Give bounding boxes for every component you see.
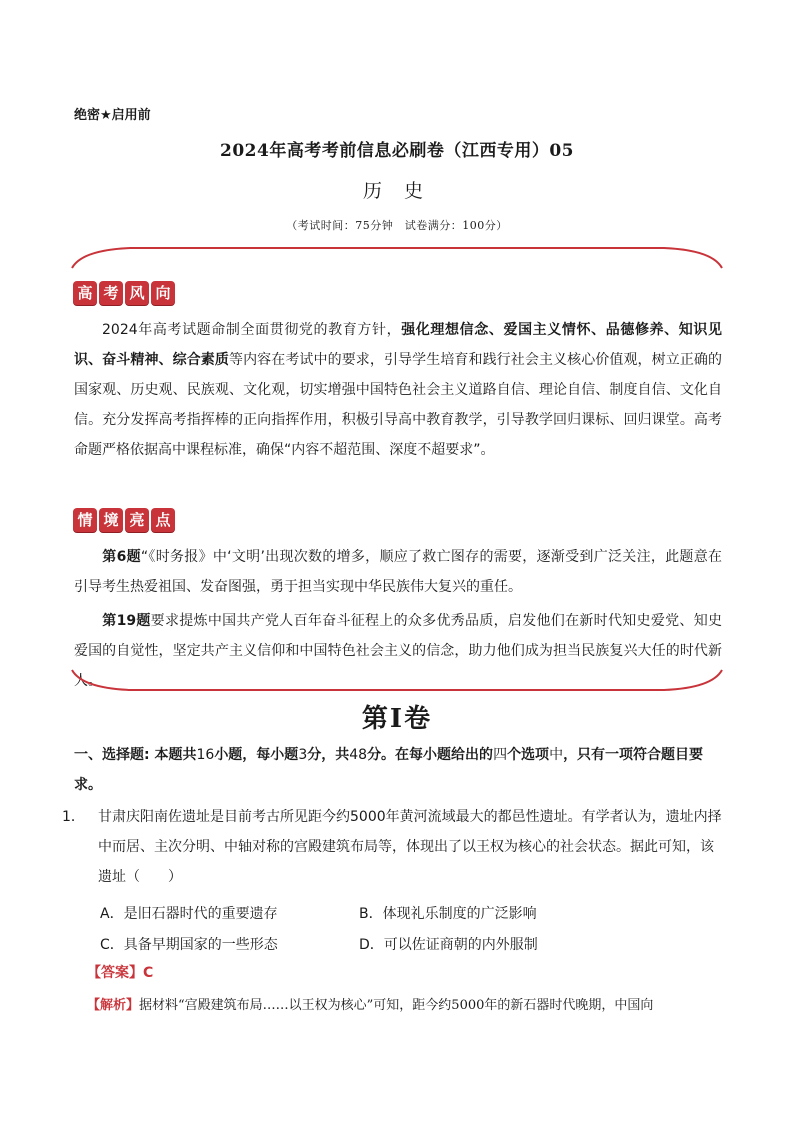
badge-exam-trend bbox=[73, 281, 179, 306]
option-text: 具备早期国家的一些形态 bbox=[123, 937, 278, 953]
analysis-tag: 【解析】 bbox=[87, 998, 140, 1013]
para-text: “《时务报》中‘文明’出现次数的增多，顺应了救亡图存的需要，逐渐受到广泛关注，此题意在引导考生热爱祖国、发奋图强，勇于担当实现中华民族伟大复兴的重任。 bbox=[74, 549, 722, 595]
badge-char: 亮 bbox=[125, 508, 149, 532]
exam-trend-paragraph bbox=[74, 315, 722, 465]
section-text: 中 bbox=[549, 747, 564, 763]
badge-char: 高 bbox=[73, 281, 97, 305]
section-text: 分。在每小题给出的 bbox=[367, 747, 494, 763]
badge-char: 情 bbox=[73, 508, 97, 532]
answer-tag: 【答案】 bbox=[87, 965, 143, 981]
box-bottom-arc bbox=[70, 668, 724, 694]
para-text: 等内容在考试中的要求，引导学生培育和践行社会主义核心价值观，树立正确的国家观、历史观、民族观、文化观，切实增强中国特色社会主义道路自信、理论自信、制度自信、文化自信。充分发挥高考指挥棒的正向指挥作用，积极引导高中教育教学，引导教学回归课标、回归课堂。高考命题严格依据高中课程标准，确保“内容不超范围、深度不超要求”。 bbox=[74, 352, 723, 458]
badge-char: 考 bbox=[99, 281, 123, 305]
badge-char: 向 bbox=[151, 281, 175, 305]
analysis-text: 据材料“宫殿建筑布局……以王权为核心”可知，距今约5000年的新石器时代晚期，中国向 bbox=[139, 998, 654, 1013]
section-text: 个选项 bbox=[507, 747, 550, 763]
badge-char: 风 bbox=[125, 281, 149, 305]
analysis-line bbox=[87, 994, 727, 1013]
badge-highlights bbox=[73, 508, 179, 533]
section-heading bbox=[74, 740, 722, 800]
question-stem: 甘肃庆阳南佐遗址是目前考古所见距今约5000年黄河流域最大的都邑性遗址。有学者认为，遗址内择中而居、主次分明、中轴对称的宫殿建筑布局等，体现出了以王权为核心的社会状态。据此可知，该遗址（ ） bbox=[98, 809, 722, 885]
section-number: 48 bbox=[349, 747, 368, 763]
page-title: 2024年高考考前信息必刷卷（江西专用）05 bbox=[220, 141, 574, 161]
option-key: A． bbox=[100, 906, 124, 922]
section-number: 3 bbox=[298, 747, 308, 763]
badge-char: 境 bbox=[99, 508, 123, 532]
box-top-arc bbox=[70, 244, 724, 270]
section-text: : 本题共 bbox=[144, 747, 197, 763]
para-text: 要求提炼中国共产党人百年奋斗征程上的众多优秀品质，启发他们在新时代知史爱党、知史爱国的自觉性，坚定共产主义信仰和中国特色社会主义的信念，助力他们成为担当民族复兴大任的时代新人。 bbox=[74, 613, 723, 689]
subject-title: 历 史 bbox=[362, 180, 432, 202]
badge-char: 点 bbox=[151, 508, 175, 532]
answer-value: C bbox=[143, 965, 154, 981]
section-text: ，只有一项符合题目要求。 bbox=[74, 747, 704, 793]
para-text: 2024年高考试题命制全面贯彻党的教育方针， bbox=[102, 322, 402, 338]
section-text: 小题，每小题 bbox=[214, 747, 299, 763]
option-key: D． bbox=[359, 937, 384, 953]
option-text: 是旧石器时代的重要遗存 bbox=[123, 906, 278, 922]
question-1 bbox=[62, 802, 722, 892]
section-label: 一、选择题 bbox=[74, 747, 144, 763]
option-c[interactable] bbox=[100, 934, 278, 954]
option-b[interactable] bbox=[359, 903, 537, 923]
secret-label: 绝密★启用前 bbox=[74, 108, 151, 123]
volume-title: 第Ⅰ卷 bbox=[361, 704, 433, 734]
option-key: B． bbox=[359, 906, 383, 922]
para-bold-text: 第19题 bbox=[102, 613, 151, 629]
section-text: 分，共 bbox=[307, 747, 350, 763]
option-key: C． bbox=[100, 937, 124, 953]
para-bold-text: 强化理想信念、爱国主义情怀、品德修养、知识见识、奋斗精神、综合素质 bbox=[74, 322, 722, 368]
option-a[interactable] bbox=[100, 903, 278, 923]
para-bold-text: 第6题 bbox=[102, 549, 141, 565]
option-text: 可以佐证商朝的内外服制 bbox=[383, 937, 538, 953]
exam-info: （考试时间：75分钟 试卷满分：100分） bbox=[286, 219, 508, 232]
question-number: 1． bbox=[62, 809, 85, 825]
section-text: 四 bbox=[493, 747, 508, 763]
option-d[interactable] bbox=[359, 934, 538, 954]
option-text: 体现礼乐制度的广泛影响 bbox=[382, 906, 537, 922]
highlight-paragraph-1 bbox=[74, 542, 722, 602]
answer-line bbox=[87, 962, 153, 982]
section-number: 16 bbox=[196, 747, 215, 763]
